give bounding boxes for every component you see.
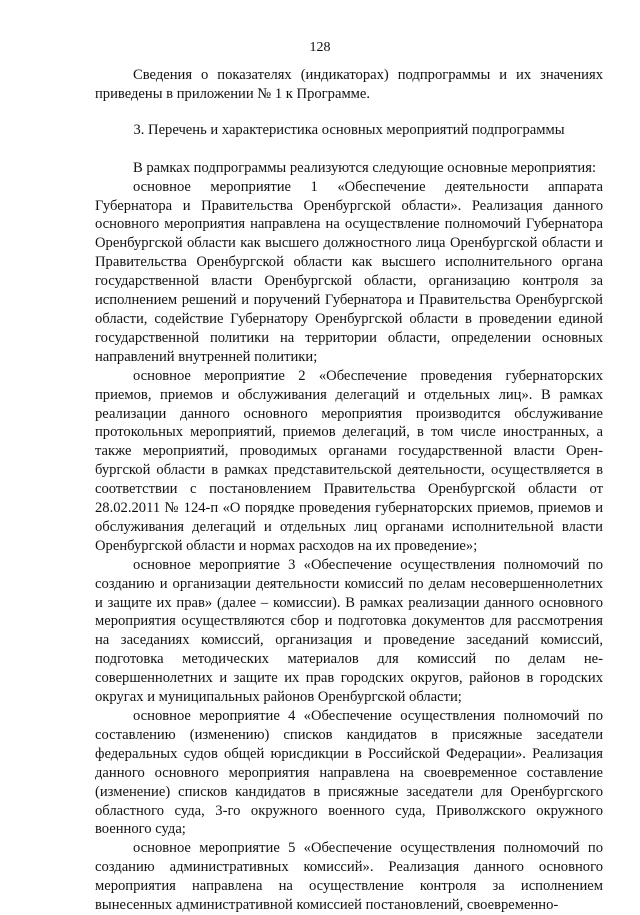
paragraph-indicators-info: Сведения о показателях (индикаторах) подпрограммы и их значениях приведены в приложении № 1 к Программе. [95,67,603,102]
paragraph-intro: В рамках подпрограммы реализуются следующие основные мероприятия: [133,159,597,176]
paragraph-activity-5: основное мероприятие 5 «Обеспечение осуществления полномочий по созданию административных комиссий». Реализация данного основного мероприятия направлена на осуществление контроля за исполнением вынесенных административной комиссией постановлений, своевременно- [95,840,603,914]
paragraph-activity-3: основное мероприятие 3 «Обеспечение осуществления полномочий по созданию и организации деятельности комиссий по делам несовершеннолетних и защите их прав» (далее – комиссии). В рамках реализации данного основного мероприятия осуществляются сбор и подготовка документов для рассмотрения на заседаниях комиссий, организация и проведение заседаний комиссий, подготовка методических материалов для комиссий по делам несовершеннолетних и защите их прав городских округов, районов в городских округах и муниципальных районов Оренбургской области; [95,556,603,706]
document-body [95,66,603,915]
section-heading: 3. Перечень и характеристика основных мероприятий подпрограммы [133,121,565,138]
paragraph-activity-2: основное мероприятие 2 «Обеспечение проведения губернаторских приемов, приемов и обслуживания делегаций и отдельных лиц». В рамках реализации данного основного мероприятия производится обслуживание протокольных мероприятий, приемов делегаций, в том числе иностранных, а также мероприятий, проводимых органами государственной власти Оренбургской области в рамках представительской деятельности, осуществляется в соответствии с постановлением Правительства Оренбургской области от 28.02.2011 № 124-п «О порядке проведения губернаторских приемов, приемов и обслуживания делегаций и отдельных лиц органами исполнительной власти Оренбургской области и нормах расходов на их проведение»; [95,367,603,554]
paragraph-activity-4: основное мероприятие 4 «Обеспечение осуществления полномочий по составлению (изменению) списков кандидатов в присяжные заседатели федеральных судов общей юрисдикции в Российской Федерации». Реализация данного основного мероприятия направлена на своевременное составление (изменение) списков кандидатов в присяжные заседатели для Оренбургского областного суда, 3-го окружного военного суда, Приволжского окружного военного суда; [95,708,603,838]
paragraph-activity-1: основное мероприятие 1 «Обеспечение деятельности аппарата Губернатора и Правительства Оренбургской области». Реализация данного основного мероприятия направлена на осуществление полномочий Губернатора Оренбургской области как высшего должностного лица Оренбургской области и Правительства Оренбургской области как высшего исполнительного органа государственной власти Оренбургской области, организацию контроля за исполнением решений и поручений Губернатора и Правительства Оренбургской области, содействие Губернатору Оренбургской области в проведении единой государственной политики на территории области, определении основных направлений внутренней политики; [95,178,603,365]
page-number: 128 [309,40,331,55]
